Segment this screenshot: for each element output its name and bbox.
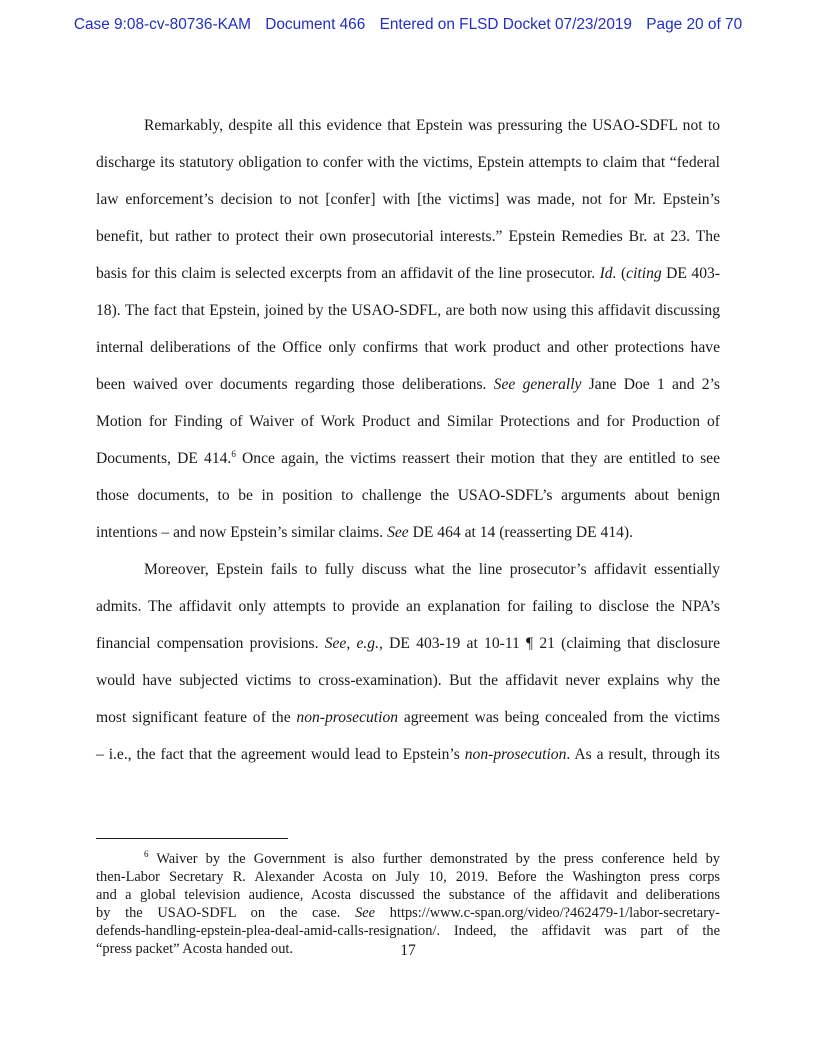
footnote-line: “press packet” Acosta handed out.: [96, 941, 293, 957]
footnote-line: defends-handling-epstein-plea-deal-amid-calls-resignation/. Indeed, the affidavit was part of the: [96, 923, 720, 939]
body-line: [96, 634, 720, 654]
ecf-header: [0, 16, 816, 34]
body-line: Moreover, Epstein fails to fully discuss what the line prosecutor’s affidavit essentially: [144, 561, 720, 578]
body-line: discharge its statutory obligation to confer with the victims, Epstein attempts to claim that “federal: [96, 154, 720, 171]
document-number: Document 466: [265, 16, 366, 33]
footnote-line: [144, 850, 720, 868]
body-line: benefit, but rather to protect their own prosecutorial interests.” Epstein Remedies Br. at 23. The: [96, 228, 720, 245]
body-line: would have subjected victims to cross-examination). But the affidavit never explains why the: [96, 672, 720, 689]
body-line: law enforcement’s decision to not [confer] with [the victims] was made, not for Mr. Epstein’s: [96, 191, 720, 208]
footnote-marker: 6: [231, 449, 236, 459]
footnote-separator: [96, 838, 288, 839]
body-line: admits. The affidavit only attempts to provide an explanation for failing to disclose the NPA’s: [96, 598, 720, 615]
footnote-number: 6: [144, 849, 149, 859]
footnote-line: and a global television audience, Acosta discussed the substance of the affidavit and deliberations: [96, 887, 720, 903]
text-run: basis for this claim is selected excerpts from an affidavit of the line prosecutor.: [96, 265, 600, 282]
body-line: Remarkably, despite all this evidence that Epstein was pressuring the USAO-SDFL not to: [144, 117, 720, 134]
text-run: . As a result, through its: [566, 746, 720, 763]
italic-citation: See generally: [493, 376, 582, 393]
body-line: [96, 745, 720, 765]
body-line: [96, 523, 720, 543]
text-run: Documents, DE 414.: [96, 450, 232, 467]
italic-citation: citing: [626, 265, 662, 282]
body-line: [96, 264, 720, 284]
italic-term: non-prosecution: [296, 709, 399, 726]
body-line: 18). The fact that Epstein, joined by the USAO-SDFL, are both now using this affidavit discussing: [96, 302, 720, 319]
body-line: internal deliberations of the Office only confirms that work product and other protections have: [96, 339, 720, 356]
text-run: most significant feature of the: [96, 709, 297, 726]
footnote-line: then-Labor Secretary R. Alexander Acosta on July 10, 2019. Before the Washington press corps: [96, 869, 720, 885]
docket-entry: Entered on FLSD Docket 07/23/2019: [379, 16, 632, 33]
italic-citation: Id.: [599, 265, 617, 282]
page-of-total: Page 20 of 70: [646, 16, 743, 33]
body-line: Motion for Finding of Waiver of Work Product and Similar Protections and for Production of: [96, 413, 720, 430]
text-run: Waiver by the Government is also further demonstrated by the press conference held by: [148, 851, 720, 867]
text-run: financial compensation provisions.: [96, 635, 325, 652]
body-line: [96, 449, 720, 469]
body-line: those documents, to be in position to challenge the USAO-SDFL’s arguments about benign: [96, 487, 720, 504]
text-run: intentions – and now Epstein’s similar claims.: [96, 524, 388, 541]
text-run: (: [616, 265, 627, 282]
body-line: [96, 375, 720, 395]
case-number: Case 9:08-cv-80736-KAM: [73, 16, 251, 33]
body-line: [96, 708, 720, 728]
text-run: – i.e., the fact that the agreement would lead to Epstein’s: [96, 746, 465, 763]
text-run: by the USAO-SDFL on the case.: [96, 905, 356, 921]
italic-citation: See, e.g.,: [324, 635, 383, 652]
text-run: Jane Doe 1 and 2’s: [581, 376, 720, 393]
text-run: Once again, the victims reassert their motion that they are entitled to see: [235, 450, 721, 467]
text-run: DE 464 at 14 (reasserting DE 414).: [408, 524, 634, 541]
page-number: 17: [400, 942, 416, 959]
text-run: DE 403-: [661, 265, 721, 282]
text-run: been waived over documents regarding those deliberations.: [96, 376, 494, 393]
italic-citation: See: [355, 905, 376, 921]
italic-term: non-prosecution: [464, 746, 567, 763]
text-run: agreement was being concealed from the victims: [398, 709, 720, 726]
text-run: https://www.c-span.org/video/?462479-1/labor-secretary-: [375, 905, 720, 921]
italic-citation: See: [387, 524, 409, 541]
text-run: DE 403-19 at 10-11 ¶ 21 (claiming that disclosure: [382, 635, 720, 652]
footnote-line: [96, 904, 720, 922]
